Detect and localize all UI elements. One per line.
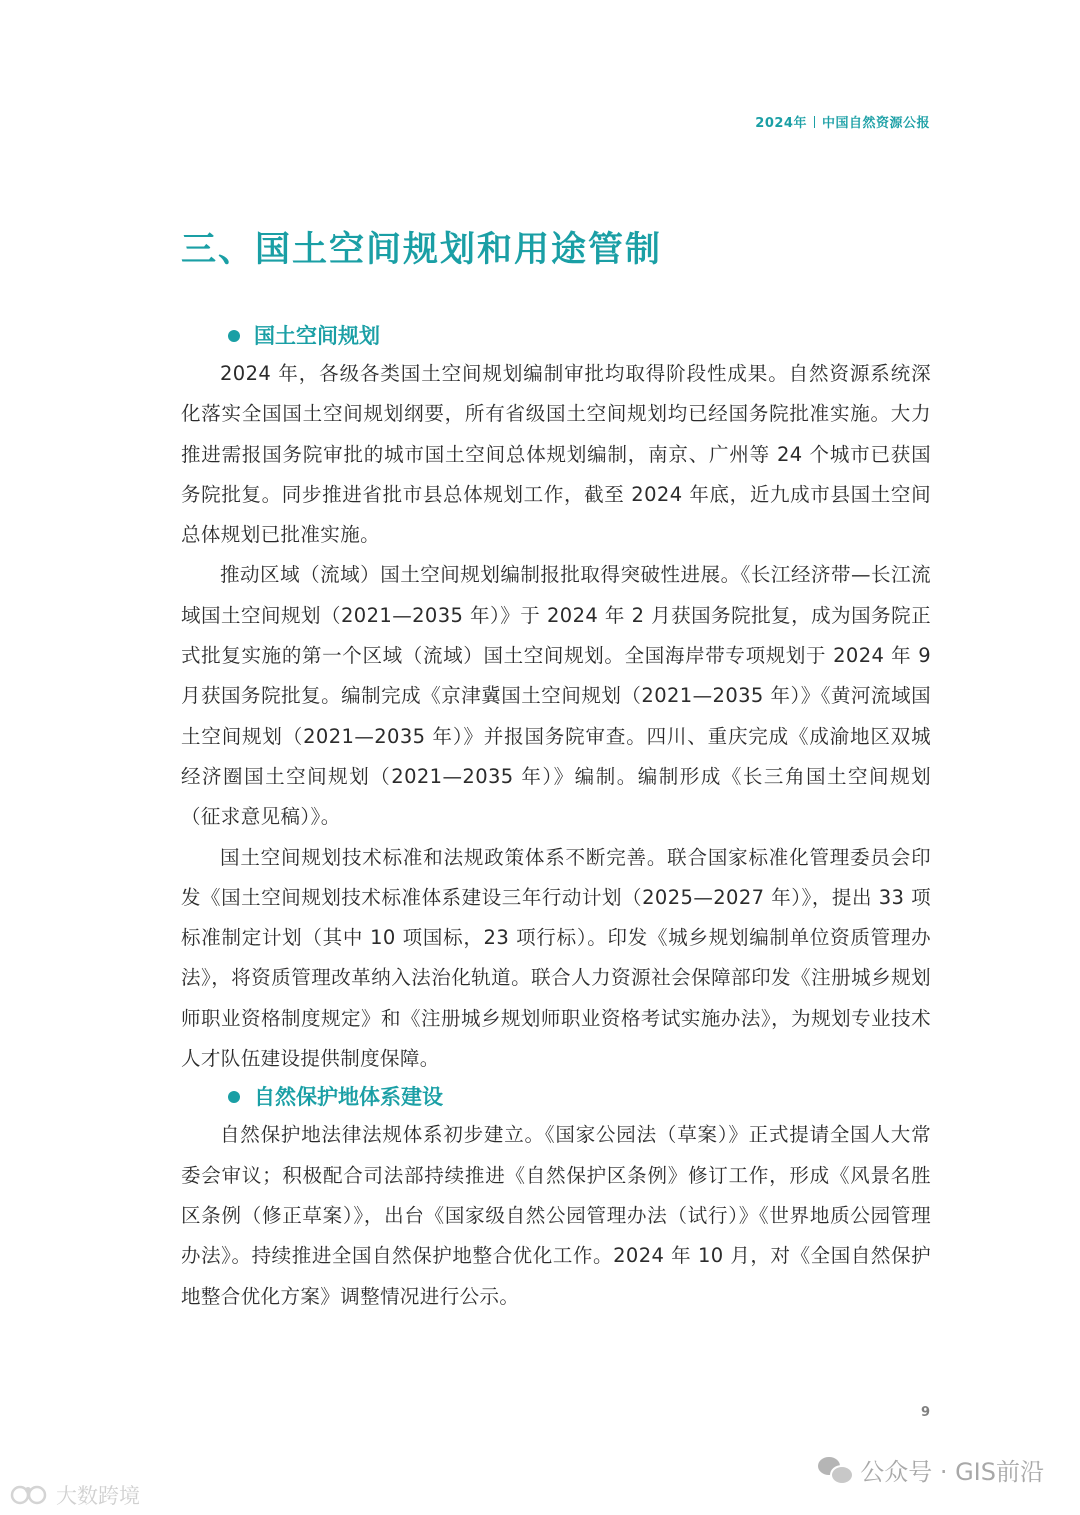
wechat-watermark-text: 公众号 · GIS前沿 [860, 1458, 1044, 1486]
brand-watermark [10, 1480, 140, 1510]
wechat-watermark [818, 1452, 1044, 1487]
paragraph: 2024 年，各级各类国土空间规划编制审批均取得阶段性成果。自然资源系统深化落实全国国土空间规划纲要，所有省级国土空间规划均已经国务院批准实施。大力推进需报国务院审批的城市国土空间总体规划编制，南京、广州等 24 个城市已获国务院批复。同步推进省批市县总体规划工作，截至 2024 年底，近九成市县国土空间总体规划已批准实施。 [181, 362, 931, 547]
section-heading-protected-areas [181, 1079, 931, 1115]
page-number: 9 [920, 1405, 930, 1420]
paragraph: 国土空间规划技术标准和法规政策体系不断完善。联合国家标准化管理委员会印发《国土空间规划技术标准体系建设三年行动计划（2025—2027 年）》，提出 33 项标准制定计划（其中 10 项国标，23 项行标）。印发《城乡规划编制单位资质管理办法》，将资质管理改革纳入法治化轨道。联合人力资源社会保障部印发《注册城乡规划师职业资格制度规定》和《注册城乡规划师职业资格考试实施办法》，为规划专业技术人才队伍建设提供制度保障。 [181, 845, 931, 1071]
paragraph: 推动区域（流域）国土空间规划编制报批取得突破性进展。《长江经济带—长江流域国土空间规划（2021—2035 年）》于 2024 年 2 月获国务院批复，成为国务院正式批复实施的第一个区域（流域）国土空间规划。全国海岸带专项规划于 2024 年 9 月获国务院批复。编制完成《京津冀国土空间规划（2021—2035 年）》《黄河流域国土空间规划（2021—2035 年）》并报国务院审查。四川、重庆完成《成渝地区双城经济圈国土空间规划（2021—2035 年）》编制。编制形成《长三角国土空间规划（征求意见稿）》。 [181, 563, 931, 829]
paragraph: 自然保护地法律法规体系初步建立。《国家公园法（草案）》正式提请全国人大常委会审议；积极配合司法部持续推进《自然保护区条例》修订工作，形成《风景名胜区条例（修正草案）》，出台《国家级自然公园管理办法（试行）》《世界地质公园管理办法》。持续推进全国自然保护地整合优化工作。2024 年 10 月，对《全国自然保护地整合优化方案》调整情况进行公示。 [181, 1123, 931, 1308]
brand-logo-icon [10, 1482, 52, 1508]
brand-watermark-text: 大数跨境 [56, 1484, 140, 1508]
section-heading-spatial-planning [181, 318, 931, 354]
running-header [755, 112, 930, 131]
header-divider [814, 116, 815, 128]
main-content [181, 318, 931, 1317]
section-heading-text: 自然保护地体系建设 [254, 1085, 443, 1110]
bullet-icon [228, 1091, 240, 1103]
header-title: 中国自然资源公报 [821, 116, 930, 131]
section-heading-text: 国土空间规划 [254, 324, 380, 348]
bullet-icon [228, 330, 240, 342]
wechat-icon [818, 1457, 852, 1483]
header-year: 2024年 [755, 116, 807, 131]
chapter-title: 三、国土空间规划和用途管制 [181, 230, 663, 270]
